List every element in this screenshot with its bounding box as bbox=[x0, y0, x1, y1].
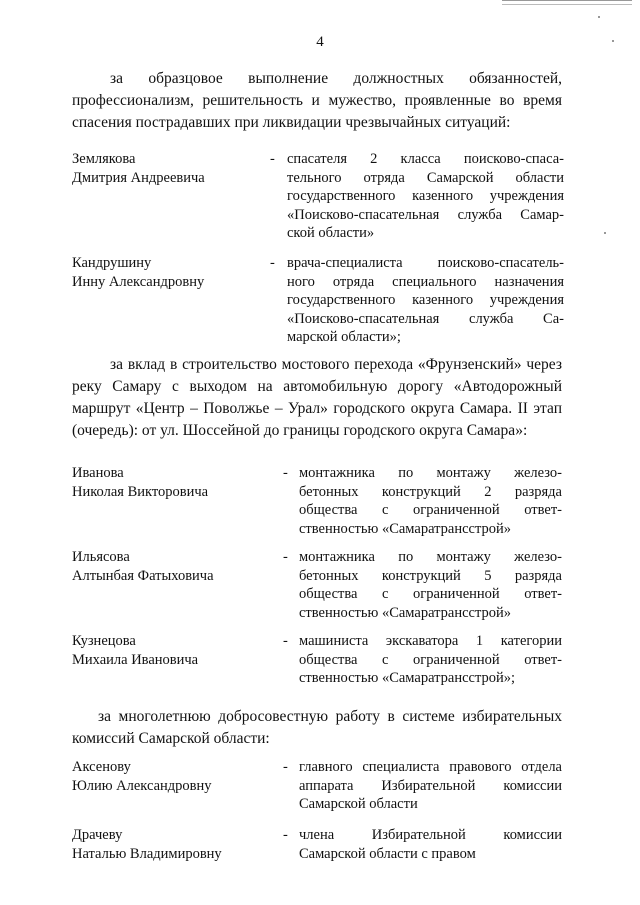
awardee-position-line: Самарской области bbox=[299, 796, 418, 812]
entry-dash: - bbox=[283, 759, 288, 775]
awardee-position-line: ного отряда специального назначения bbox=[287, 273, 564, 290]
awardee-name bbox=[72, 150, 205, 187]
awardee-position-line: монтажника по монтажу железо- bbox=[299, 465, 562, 481]
awardee-position-line: ственностью «Самаратрансстрой» bbox=[299, 604, 511, 621]
awardee-name-line: Юлию Александровну bbox=[72, 777, 212, 794]
awardee-position-line: «Поисково-спасательная служба Са- bbox=[287, 310, 564, 327]
awardee-position-line: «Поисково-спасательная служба Самар- bbox=[287, 206, 564, 223]
award-reason-paragraph bbox=[72, 68, 562, 134]
awardee-position-line: тельного отряда Самарской области bbox=[287, 169, 564, 186]
awardee-name bbox=[72, 464, 208, 501]
awardee-position bbox=[299, 632, 562, 688]
entry-dash: - bbox=[283, 827, 288, 843]
entry-dash: - bbox=[270, 151, 275, 167]
awardee-name bbox=[72, 548, 214, 585]
paragraph-line: за вклад в строительство мостового перехода «Фрунзенский» через bbox=[110, 356, 562, 373]
scan-speck bbox=[598, 16, 600, 18]
scan-speck bbox=[604, 232, 606, 234]
awardee-position-line: бетонных конструкций 2 разряда bbox=[299, 483, 562, 500]
entry-dash: - bbox=[283, 465, 288, 481]
paragraph-line: реку Самару с выходом на автомобильную дорогу «Автодорожный bbox=[72, 378, 562, 395]
awardee-name bbox=[72, 826, 222, 863]
paragraph-line: за образцовое выполнение должностных обязанностей, bbox=[110, 70, 562, 87]
awardee-name-line: Аксенову bbox=[72, 759, 131, 775]
award-reason-paragraph bbox=[72, 354, 562, 442]
awardee-position-line: ственностью «Самаратрансстрой» bbox=[299, 520, 511, 537]
awardee-position-line: аппарата Избирательной комиссии bbox=[299, 777, 562, 794]
awardee-name-line: Иванова bbox=[72, 465, 124, 481]
awardee-position-line: бетонных конструкций 5 разряда bbox=[299, 567, 562, 584]
awardee-position-line: общества с ограниченной ответ- bbox=[299, 586, 562, 602]
awardee-position-line: спасателя 2 класса поисково-спаса- bbox=[287, 151, 564, 167]
awardee-position-line: врача-специалиста поисково-спасатель- bbox=[287, 255, 564, 271]
scan-edge-mark bbox=[502, 0, 632, 5]
entry-dash: - bbox=[283, 549, 288, 565]
awardee-name bbox=[72, 254, 204, 291]
awardee-position bbox=[299, 464, 562, 538]
awardee-position-line: ской области» bbox=[287, 225, 375, 241]
awardee-position bbox=[287, 150, 564, 243]
awardee-name-line: Дмитрия Андреевича bbox=[72, 169, 205, 186]
award-reason-paragraph bbox=[72, 706, 562, 750]
awardee-name-line: Кузнецова bbox=[72, 633, 136, 649]
awardee-position-line: монтажника по монтажу железо- bbox=[299, 549, 562, 565]
awardee-position-line: государственного казенного учреждения bbox=[287, 292, 564, 308]
paragraph-line: профессионализм, решительность и мужество, проявленные во время bbox=[72, 92, 562, 109]
awardee-position-line: общества с ограниченной ответ- bbox=[299, 651, 562, 668]
awardee-position-line: марской области»; bbox=[287, 329, 401, 345]
paragraph-line: за многолетнюю добросовестную работу в системе избирательных bbox=[98, 708, 562, 725]
awardee-position bbox=[299, 826, 562, 863]
paragraph-line: комиссий Самарской области: bbox=[72, 730, 270, 747]
awardee-name bbox=[72, 758, 212, 795]
awardee-position-line: ственностью «Самаратрансстрой»; bbox=[299, 670, 516, 686]
awardee-position-line: Самарской области с правом bbox=[299, 845, 476, 862]
entry-dash: - bbox=[283, 633, 288, 649]
awardee-name-line: Николая Викторовича bbox=[72, 483, 209, 500]
awardee-position-line: главного специалиста правового отдела bbox=[299, 759, 562, 775]
page-number: 4 bbox=[316, 34, 324, 50]
entry-dash: - bbox=[270, 255, 275, 271]
awardee-name-line: Михаила Ивановича bbox=[72, 651, 199, 668]
awardee-name-line: Землякова bbox=[72, 151, 136, 167]
awardee-name-line: Кандрушину bbox=[72, 255, 152, 271]
awardee-position bbox=[299, 758, 562, 814]
awardee-name-line: Алтынбая Фатыховича bbox=[72, 567, 214, 584]
paragraph-line: (очередь): от ул. Шоссейной до границы городского округа Самара»: bbox=[72, 422, 528, 439]
awardee-name-line: Наталью Владимировну bbox=[72, 845, 222, 862]
awardee-position bbox=[299, 548, 562, 622]
awardee-name bbox=[72, 632, 198, 669]
awardee-name-line: Инну Александровну bbox=[72, 273, 205, 290]
awardee-position-line: государственного казенного учреждения bbox=[287, 188, 564, 204]
awardee-position-line: члена Избирательной комиссии bbox=[299, 827, 562, 843]
awardee-name-line: Драчеву bbox=[72, 827, 123, 843]
awardee-position-line: машиниста экскаватора 1 категории bbox=[299, 633, 562, 649]
paragraph-line: маршрут «Центр – Поволжье – Урал» городского округа Самара. II этап bbox=[72, 400, 562, 417]
awardee-position bbox=[287, 254, 564, 347]
awardee-name-line: Ильясова bbox=[72, 549, 130, 565]
awardee-position-line: общества с ограниченной ответ- bbox=[299, 502, 562, 518]
paragraph-line: спасения пострадавших при ликвидации чрезвычайных ситуаций: bbox=[72, 114, 511, 131]
